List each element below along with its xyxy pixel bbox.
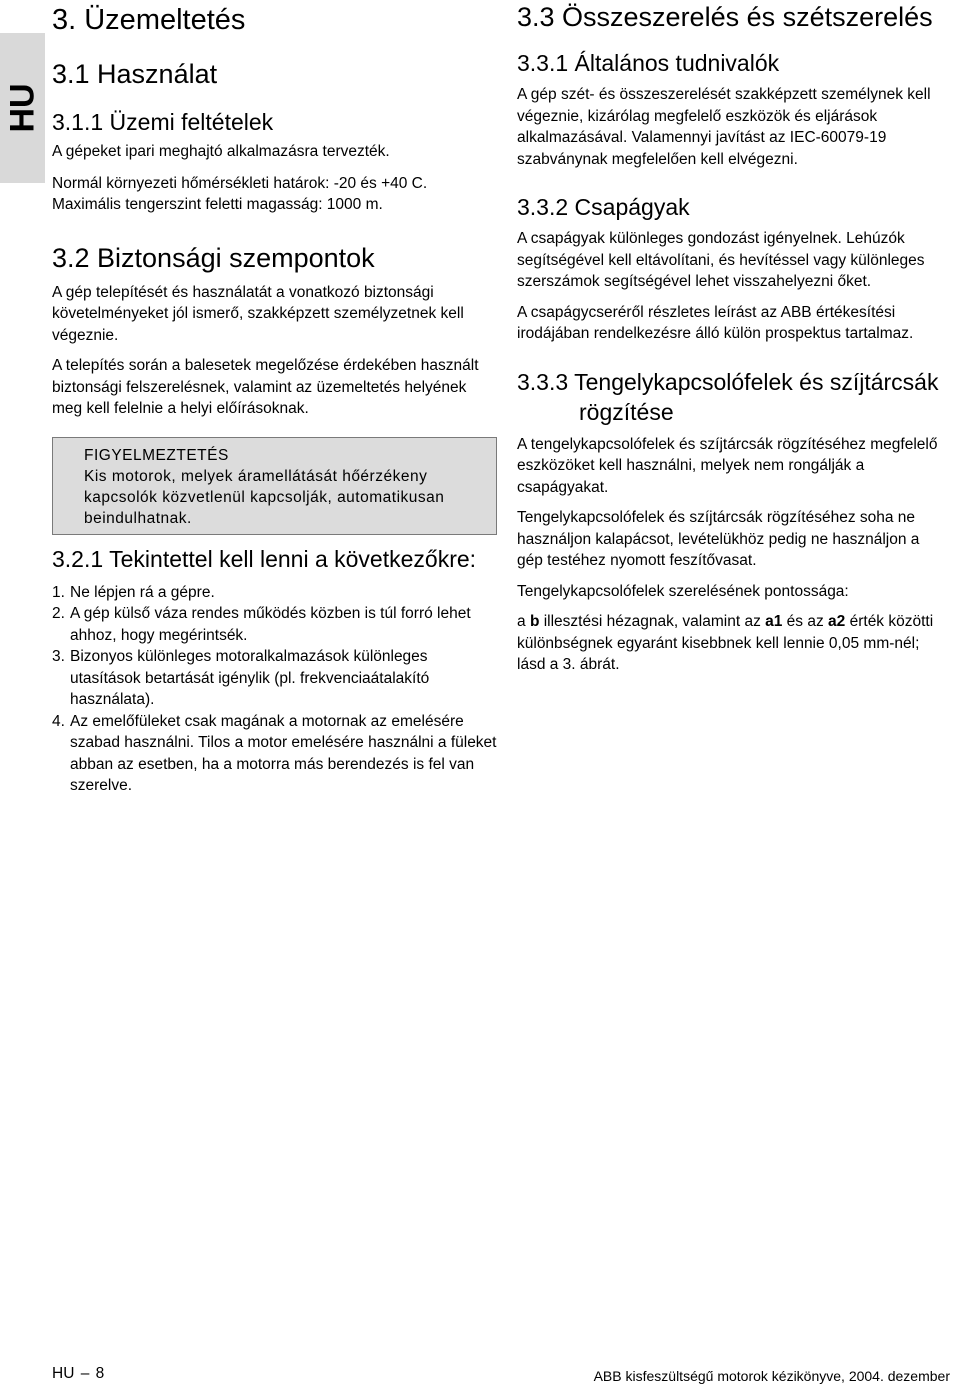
section-heading-3-3: 3.3 Összeszerelés és szétszerelés: [517, 2, 933, 32]
paragraph-3-3-1: A gép szét- és összeszerelését szakképzett személynek kell végeznie, kizárólag megfelelő eszközök és eljárások alkalmazásával. Valamennyi javítást az IEC-60079-19 szabványnak megfelelően kell elvégezni.: [517, 86, 931, 168]
section-heading-3-3-3: 3.3.3 Tengelykapcsolófelek és szíjtárcsák rögzítése: [517, 368, 939, 425]
list-item-number: 4.: [52, 712, 65, 730]
symbol-b: b: [529, 613, 540, 630]
list-item: [52, 582, 497, 604]
list-item-text: Bizonyos különleges motoralkalmazások különleges utasítások betartását igénylik (pl. frekvenciaátalakító használata).: [70, 648, 430, 708]
list-item-text: Ne lépjen rá a gépre.: [70, 583, 215, 601]
paragraph-3-3-2-a: A csapágyak különleges gondozást igényelnek. Lehúzók segítségével kell eltávolítani, és hevítéssel vagy különleges szerszámok segítségével lehet visszahelyezni őket.: [517, 230, 925, 290]
list-item-number: 2.: [52, 605, 65, 622]
list-item: [52, 646, 497, 711]
paragraph-3-3-3-d-text-2: illesztési hézagnak, valamint az: [539, 613, 766, 630]
paragraph-3-2-a: A gép telepítését és használatát a vonatkozó biztonsági követelményeket jól ismerő, szakképzett személyzetnek kell végeznie.: [52, 283, 464, 344]
symbol-a2: a2: [828, 613, 846, 630]
footer-page-number: [52, 1365, 104, 1383]
section-heading-3-2: 3.2 Biztonsági szempontok: [52, 242, 375, 273]
warning-title: FIGYELMEZTETÉS: [84, 446, 229, 464]
list-item-number: 3.: [52, 648, 65, 665]
left-column: [52, 0, 497, 797]
right-column: [517, 0, 949, 676]
section-heading-3-1: 3.1 Használat: [52, 59, 218, 89]
paragraph-3-3-3-b: Tengelykapcsolófelek és szíjtárcsák rögzítéséhez soha ne használjon kalapácsot, levételükhöz pedig ne használjon a gép testéhez nyomott feszítővasat.: [517, 509, 920, 569]
list-item-text: Az emelőfüleket csak magának a motornak az emelésére szabad használni. Tilos a motor emelésére használni a füleket abban az esetben, ha a motorra más berendezés is fel van szerelve.: [70, 712, 497, 794]
section-heading-3-3-2: 3.3.2 Csapágyak: [517, 194, 690, 220]
list-item: [52, 603, 497, 646]
section-heading-3-1-1: 3.1.1 Üzemi feltételek: [52, 109, 274, 135]
list-item-number: 1.: [52, 583, 65, 601]
paragraph-3-3-2-b: A csapágycseréről részletes leírást az ABB értékesítési irodájában rendelkezésre álló külön prospektus tartalmaz.: [517, 303, 914, 342]
warning-text: Kis motorok, melyek áramellátását hőérzékeny kapcsolók közvetlenül kapcsolják, automatikusan beindulhatnak.: [84, 467, 445, 527]
footer-document-title: ABB kisfeszültségű motorok kézikönyve, 2004. dezember: [593, 1368, 950, 1384]
paragraph-3-1-1-a: A gépeket ipari meghajtó alkalmazásra tervezték.: [52, 143, 390, 160]
paragraph-3-3-3-d: [517, 611, 949, 676]
paragraph-3-3-3-c: Tengelykapcsolófelek szerelésének pontossága:: [517, 582, 849, 600]
list-item: [52, 711, 497, 797]
language-tab-label: HU: [3, 83, 41, 133]
paragraph-3-1-1-b-line2: Maximális tengerszint feletti magasság: 1000 m.: [52, 196, 383, 213]
footer-page: 8: [95, 1365, 105, 1382]
paragraph-3-3-3-d-text-1: a: [517, 613, 530, 630]
paragraph-3-3-3-a: A tengelykapcsolófelek és szíjtárcsák rögzítéséhez megfelelő eszközöket kell használni, melyek nem rongálják a csapágyakat.: [517, 435, 938, 496]
symbol-a1: a1: [765, 613, 783, 630]
paragraph-3-2-b: A telepítés során a balesetek megelőzése érdekében használt biztonsági felszerelésnek, valamint az üzemeltetés helyének meg kell felelnie a helyi előírásoknak.: [52, 357, 479, 417]
paragraph-3-1-1-b-line1: Normál környezeti hőmérsékleti határok: -20 és +40 C.: [52, 174, 428, 192]
footer-separator: –: [80, 1365, 90, 1382]
precaution-list: [52, 582, 497, 797]
paragraph-3-3-3-d-text-3: és az: [782, 613, 829, 630]
section-heading-3-3-1: 3.3.1 Általános tudnivalók: [517, 50, 780, 76]
language-tab: [0, 33, 45, 183]
section-heading-3-2-1: 3.2.1 Tekintettel kell lenni a következőkre:: [52, 545, 477, 572]
warning-box: [52, 437, 497, 535]
footer-lang: HU: [52, 1365, 75, 1382]
chapter-heading: 3. Üzemeltetés: [52, 4, 246, 36]
list-item-text: A gép külső váza rendes működés közben is túl forró lehet ahhoz, hogy megérintsék.: [70, 605, 471, 644]
paragraph-3-3-3-d-text-4: érték közötti különbségnek egyaránt kisebbnek kell lennie 0,05 mm-nél; lásd a 3. ábrát.: [517, 613, 934, 673]
